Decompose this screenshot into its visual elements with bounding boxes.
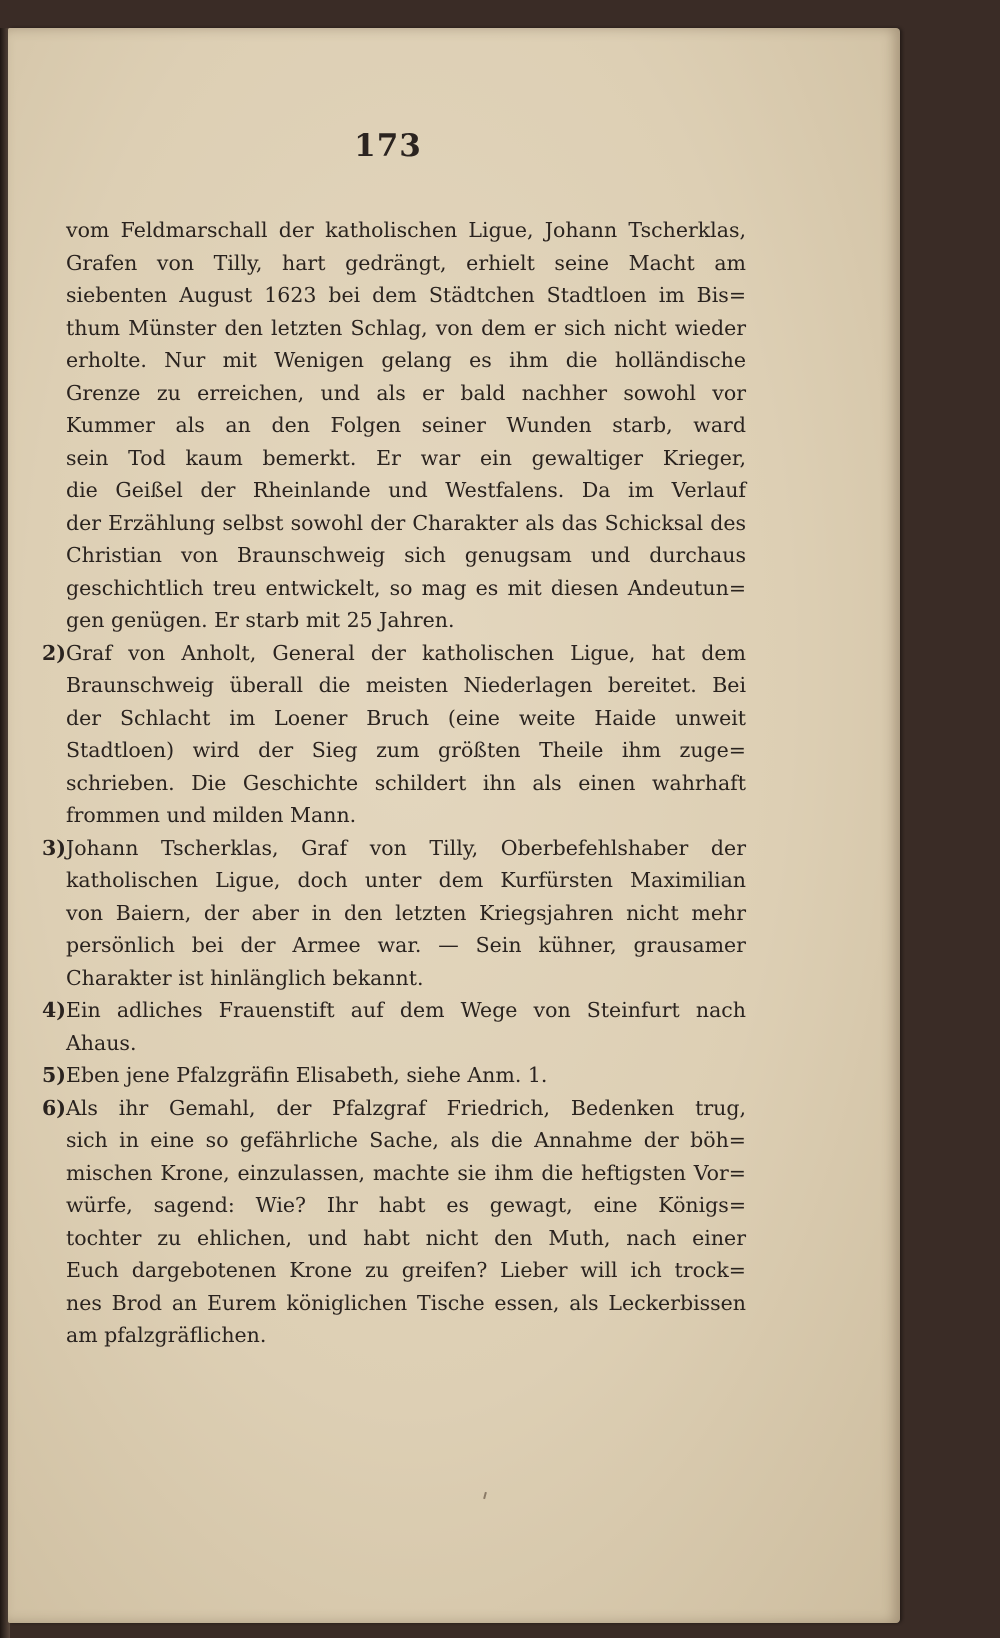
text-line: thum Münster den letzten Schlag, von dem er sich nicht wieder bbox=[66, 315, 746, 340]
text-line: Johann Tscherklas, Graf von Tilly, Oberbefehlshaber der bbox=[66, 835, 746, 860]
text-line: würfe, sagend: Wie? Ihr habt es gewagt, eine Königs= bbox=[66, 1193, 746, 1217]
page-number: 173 bbox=[354, 128, 422, 164]
text-line: vom Feldmarschall der katholischen Ligue, Johann Tscherklas, bbox=[66, 218, 746, 242]
text-line: Kummer als an den Folgen seiner Wunden starb, ward bbox=[66, 413, 746, 437]
text-line: gen genügen. Er starb mit 25 Jahren. bbox=[66, 608, 455, 632]
text-line: nes Brod an Eurem königlichen Tische essen, als Leckerbissen bbox=[66, 1290, 746, 1315]
text-line: sein Tod kaum bemerkt. Er war ein gewaltiger Krieger, bbox=[66, 445, 746, 470]
text-line: der Erzählung selbst sowohl der Charakter als das Schicksal des bbox=[66, 510, 746, 535]
text-line: Eben jene Pfalzgräfin Elisabeth, siehe Anm. 1. bbox=[66, 1063, 548, 1087]
text-line: sich in eine so gefährliche Sache, als die Annahme der böh= bbox=[66, 1128, 746, 1152]
text-line: tochter zu ehlichen, und habt nicht den Muth, nach einer bbox=[66, 1225, 746, 1250]
text-line: Stadtloen) wird der Sieg zum größten Theile ihm zuge= bbox=[66, 738, 746, 762]
text-line: am pfalzgräflichen. bbox=[66, 1323, 267, 1347]
text-line: geschichtlich treu entwickelt, so mag es mit diesen Andeutun= bbox=[66, 575, 746, 600]
text-line: Euch dargebotenen Krone zu greifen? Lieber will ich trock= bbox=[66, 1258, 746, 1282]
text-line: Grenze zu erreichen, und als er bald nachher sowohl vor bbox=[66, 380, 746, 405]
text-line: Christian von Braunschweig sich genugsam und durchaus bbox=[66, 543, 746, 567]
text-line: Grafen von Tilly, hart gedrängt, erhielt seine Macht am bbox=[66, 250, 746, 275]
page-text bbox=[42, 214, 746, 1352]
text-line: erholte. Nur mit Wenigen gelang es ihm die holländische bbox=[66, 348, 746, 372]
text-line: Als ihr Gemahl, der Pfalzgraf Friedrich, Bedenken trug, bbox=[66, 1095, 746, 1120]
text-line: Braunschweig überall die meisten Niederlagen bereitet. Bei bbox=[66, 673, 746, 697]
text-line: der Schlacht im Loener Bruch (eine weite Haide unweit bbox=[66, 705, 746, 730]
book-page bbox=[8, 28, 900, 1623]
continuation-paragraph bbox=[66, 214, 746, 637]
text-line: mischen Krone, einzulassen, machte sie ihm die heftigsten Vor= bbox=[66, 1160, 746, 1185]
text-line: siebenten August 1623 bei dem Städtchen Stadtloen im Bis= bbox=[66, 283, 746, 307]
text-line: Graf von Anholt, General der katholischen Ligue, hat dem bbox=[66, 640, 746, 665]
text-line: Ahaus. bbox=[66, 1030, 137, 1055]
footnote-3: 3)Johann Tscherklas, Graf von Tilly, Oberbefehlshaber der katholischen Ligue, doch unter dem Kurfürsten Maximilian von Baiern, der aber in den letzten Kriegsjahren nicht mehr persönlich bei der Armee war. — Sein kühner, grausamer Charakter ist hinlänglich bekannt. bbox=[66, 832, 746, 995]
text-line: frommen und milden Mann. bbox=[66, 803, 357, 827]
text-line: von Baiern, der aber in den letzten Kriegsjahren nicht mehr bbox=[66, 900, 746, 925]
footnote-4: 4)Ein adliches Frauenstift auf dem Wege von Steinfurt nach Ahaus. bbox=[66, 994, 746, 1059]
text-line: persönlich bei der Armee war. — Sein kühner, grausamer bbox=[66, 933, 746, 957]
text-line: Charakter ist hinlänglich bekannt. bbox=[66, 965, 424, 990]
text-line: Ein adliches Frauenstift auf dem Wege von Steinfurt nach bbox=[66, 998, 746, 1022]
footnote-2: 2)Graf von Anholt, General der katholischen Ligue, hat dem Braunschweig überall die meisten Niederlagen bereitet. Bei der Schlacht im Loener Bruch (eine weite Haide unweit Stadtloen) wird der Sieg zum größten Theile ihm zuge= schrieben. Die Geschichte schildert ihn als einen wahrhaft frommen und milden Mann. bbox=[66, 637, 746, 832]
text-line: katholischen Ligue, doch unter dem Kurfürsten Maximilian bbox=[66, 868, 746, 892]
footnote-5: 5)Eben jene Pfalzgräfin Elisabeth, siehe Anm. 1. bbox=[42, 1063, 548, 1087]
footnote-6: 6)Als ihr Gemahl, der Pfalzgraf Friedrich, Bedenken trug, sich in eine so gefährliche Sache, als die Annahme der böh= mischen Krone, einzulassen, machte sie ihm die heftigsten Vor= würfe, sagend: Wie? Ihr habt es gewagt, eine Königs= tochter zu ehlichen, und habt nicht den Muth, nach einer Euch dargebotenen Krone zu greifen? Lieber will ich trock= nes Brod an Eurem königlichen Tische essen, als Leckerbissen am pfalzgräflichen. bbox=[66, 1092, 746, 1352]
text-line: die Geißel der Rheinlande und Westfalens. Da im Verlauf bbox=[66, 478, 746, 502]
text-line: schrieben. Die Geschichte schildert ihn als einen wahrhaft bbox=[66, 770, 746, 795]
